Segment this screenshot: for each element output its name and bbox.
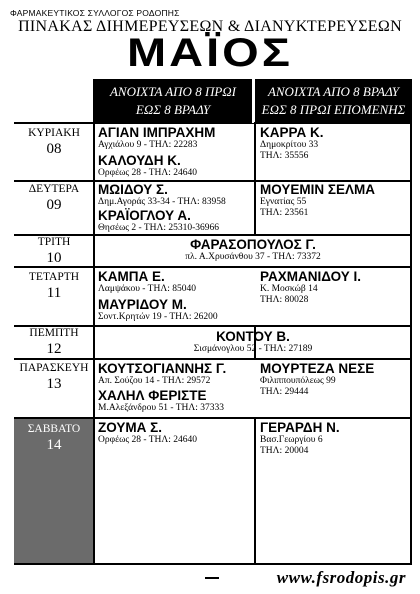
pharmacy-address: Δημοκρίτου 33 [260, 140, 319, 150]
pharmacy-address: Δημ.Αγοράς 33-34 - ΤΗΛ: 83958 [98, 197, 226, 207]
column-divider [410, 122, 412, 565]
day-pharmacy-entry [98, 269, 196, 295]
day-pharmacy-entry [98, 297, 218, 323]
day-date: 11 [46, 285, 62, 301]
night-shift-header-line1: ΑΝΟΙΧΤΑ ΑΠΟ 8 ΒΡΑΔΥ [267, 84, 400, 99]
day-date: 10 [46, 250, 62, 266]
day-label-saturday [14, 423, 94, 454]
row-divider [14, 358, 412, 360]
pharmacy-name: ΚΟΥΤΣΟΓΙΑΝΝΗΣ Γ. [98, 361, 227, 376]
day-shift-header-line1: ΑΝΟΙΧΤΑ ΑΠΟ 8 ΠΡΩΙ [109, 84, 237, 99]
day-date: 12 [46, 341, 62, 357]
pharmacy-name: ΜΑΥΡΙΔΟΥ Μ. [98, 297, 187, 312]
pharmacy-phone: ΤΗΛ: 80028 [260, 295, 309, 305]
row-divider [14, 122, 412, 124]
pharmacy-name: ΚΑΡΡΑ Κ. [260, 125, 324, 140]
night-shift-header [255, 79, 412, 123]
pharmacy-address: Απ. Σούζου 14 - ΤΗΛ: 29572 [98, 376, 211, 386]
row-divider [14, 417, 412, 419]
pharmacy-name: ΧΑΛΗΛ ΦΕΡΙΣΤΕ [98, 388, 207, 403]
pharmacy-address: Σισμάνογλου 52 - ΤΗΛ: 27189 [193, 344, 313, 354]
pharmacy-name: ΑΓΙΑΝ ΙΜΠΡΑΧΗΜ [98, 125, 216, 140]
day-shift-header [94, 79, 252, 123]
day-date: 09 [46, 197, 62, 213]
footer-dash [205, 577, 219, 579]
pharmacy-address: πλ. Α.Χρυσάνθου 37 - ΤΗΛ: 73372 [185, 252, 321, 262]
pharmacy-name: ΚΑΛΟΥΔΗ Κ. [98, 153, 181, 168]
month-title: ΜΑΪΟΣ [127, 29, 293, 75]
day-name: ΠΑΡΑΣΚΕΥΗ [19, 362, 89, 374]
day-label-tuesday [14, 236, 94, 267]
day-name: ΤΕΤΑΡΤΗ [28, 271, 80, 283]
pharmacy-address: Κ. Μοσκώβ 14 [260, 284, 318, 294]
day-name: ΤΡΙΤΗ [37, 236, 71, 248]
day-pharmacy-entry [98, 125, 215, 151]
pharmacy-phone: ΤΗΛ: 20004 [260, 446, 309, 456]
row-divider [14, 563, 412, 565]
pharmacy-address: Φιλιππουπόλεως 99 [260, 376, 336, 386]
day-label-sunday [14, 127, 94, 158]
pharmacy-phone: ΤΗΛ: 35556 [260, 151, 309, 161]
pharmacy-address: Αγχιάλου 9 - ΤΗΛ: 22283 [98, 140, 198, 150]
night-pharmacy-entry [260, 182, 375, 219]
day-date: 08 [46, 141, 62, 157]
day-name: ΔΕΥΤΕΡΑ [28, 183, 80, 195]
day-pharmacy-entry [98, 153, 197, 179]
pharmacy-address: Βασ.Γεωργίου 6 [260, 435, 323, 445]
day-pharmacy-entry [98, 420, 197, 446]
pharmacy-name: ΖΟΥΜΑ Σ. [98, 420, 162, 435]
pharmacy-name: ΜΟΥΡΤΕΖΑ ΝΕΣΕ [260, 361, 375, 376]
pharmacy-name: ΡΑΧΜΑΝΙΔΟΥ Ι. [260, 269, 361, 284]
pharmacy-address: Μ.Αλεξάνδρου 51 - ΤΗΛ: 37333 [98, 403, 225, 413]
night-shift-header-line2: ΕΩΣ 8 ΠΡΩΙ ΕΠΟΜΕΝΗΣ [261, 102, 406, 117]
duty-table [14, 79, 412, 565]
day-pharmacy-entry [98, 361, 226, 387]
day-name: ΣΑΒΒΑΤΟ [27, 423, 81, 435]
pharmacy-address: Θησέως 2 - ΤΗΛ: 25310-36966 [98, 223, 220, 233]
association-name: ΦΑΡΜΑΚΕΥΤΙΚΟΣ ΣΥΛΛΟΓΟΣ ΡΟΔΟΠΗΣ [10, 8, 180, 18]
night-pharmacy-entry [260, 269, 361, 306]
pharmacy-name: ΚΡΑΪΟΓΛΟΥ Α. [98, 208, 191, 223]
full-day-pharmacy-entry [96, 329, 410, 355]
page-title: ΠΙΝΑΚΑΣ ΔΙΗΜΕΡΕΥΣΕΩΝ & ΔΙΑΝΥΚΤΕΡΕΥΣΕΩΝ [18, 18, 402, 35]
pharmacy-name: ΦΑΡΑΣΟΠΟΥΛΟΣ Γ. [190, 237, 316, 252]
header-gap [252, 79, 254, 123]
day-pharmacy-entry [98, 208, 219, 234]
full-day-pharmacy-entry [96, 237, 410, 263]
pharmacy-phone: ΤΗΛ: 29444 [260, 387, 309, 397]
pharmacy-name: ΜΩΙΔΟΥ Σ. [98, 182, 168, 197]
day-label-thursday [14, 327, 94, 358]
day-shift-header-line2: ΕΩΣ 8 ΒΡΑΔΥ [135, 102, 211, 117]
day-pharmacy-entry [98, 182, 226, 208]
website-link[interactable]: www.fsrodopis.gr [276, 568, 406, 587]
day-date: 13 [46, 376, 62, 392]
pharmacy-name: ΚΟΝΤΟΥ Β. [216, 329, 290, 344]
pharmacy-address: Ορφέως 28 - ΤΗΛ: 24640 [98, 435, 198, 445]
pharmacy-address: Σοντ.Κρητών 19 - ΤΗΛ: 26200 [98, 312, 218, 322]
pharmacy-address: Λαμψάκου - ΤΗΛ: 85040 [98, 284, 196, 294]
pharmacy-name: ΚΑΜΠΑ Ε. [98, 269, 165, 284]
day-label-friday [14, 362, 94, 393]
day-label-wednesday [14, 271, 94, 302]
day-pharmacy-entry [98, 388, 224, 414]
pharmacy-name: ΓΕΡΑΡΔΗ Ν. [260, 420, 340, 435]
column-divider [254, 417, 256, 565]
day-name: ΚΥΡΙΑΚΗ [28, 127, 80, 139]
column-divider [254, 122, 256, 234]
night-pharmacy-entry [260, 125, 324, 162]
pharmacy-address: Ορφέως 28 - ΤΗΛ: 24640 [98, 168, 198, 178]
day-date: 14 [46, 437, 62, 453]
day-name: ΠΕΜΠΤΗ [29, 327, 79, 339]
pharmacy-phone: ΤΗΛ: 23561 [260, 208, 309, 218]
pharmacy-address: Εγνατίας 55 [260, 197, 307, 207]
day-label-monday [14, 183, 94, 214]
pharmacy-name: ΜΟΥΕΜΙΝ ΣΕΛΜΑ [260, 182, 375, 197]
night-pharmacy-entry [260, 361, 374, 398]
night-pharmacy-entry [260, 420, 340, 457]
